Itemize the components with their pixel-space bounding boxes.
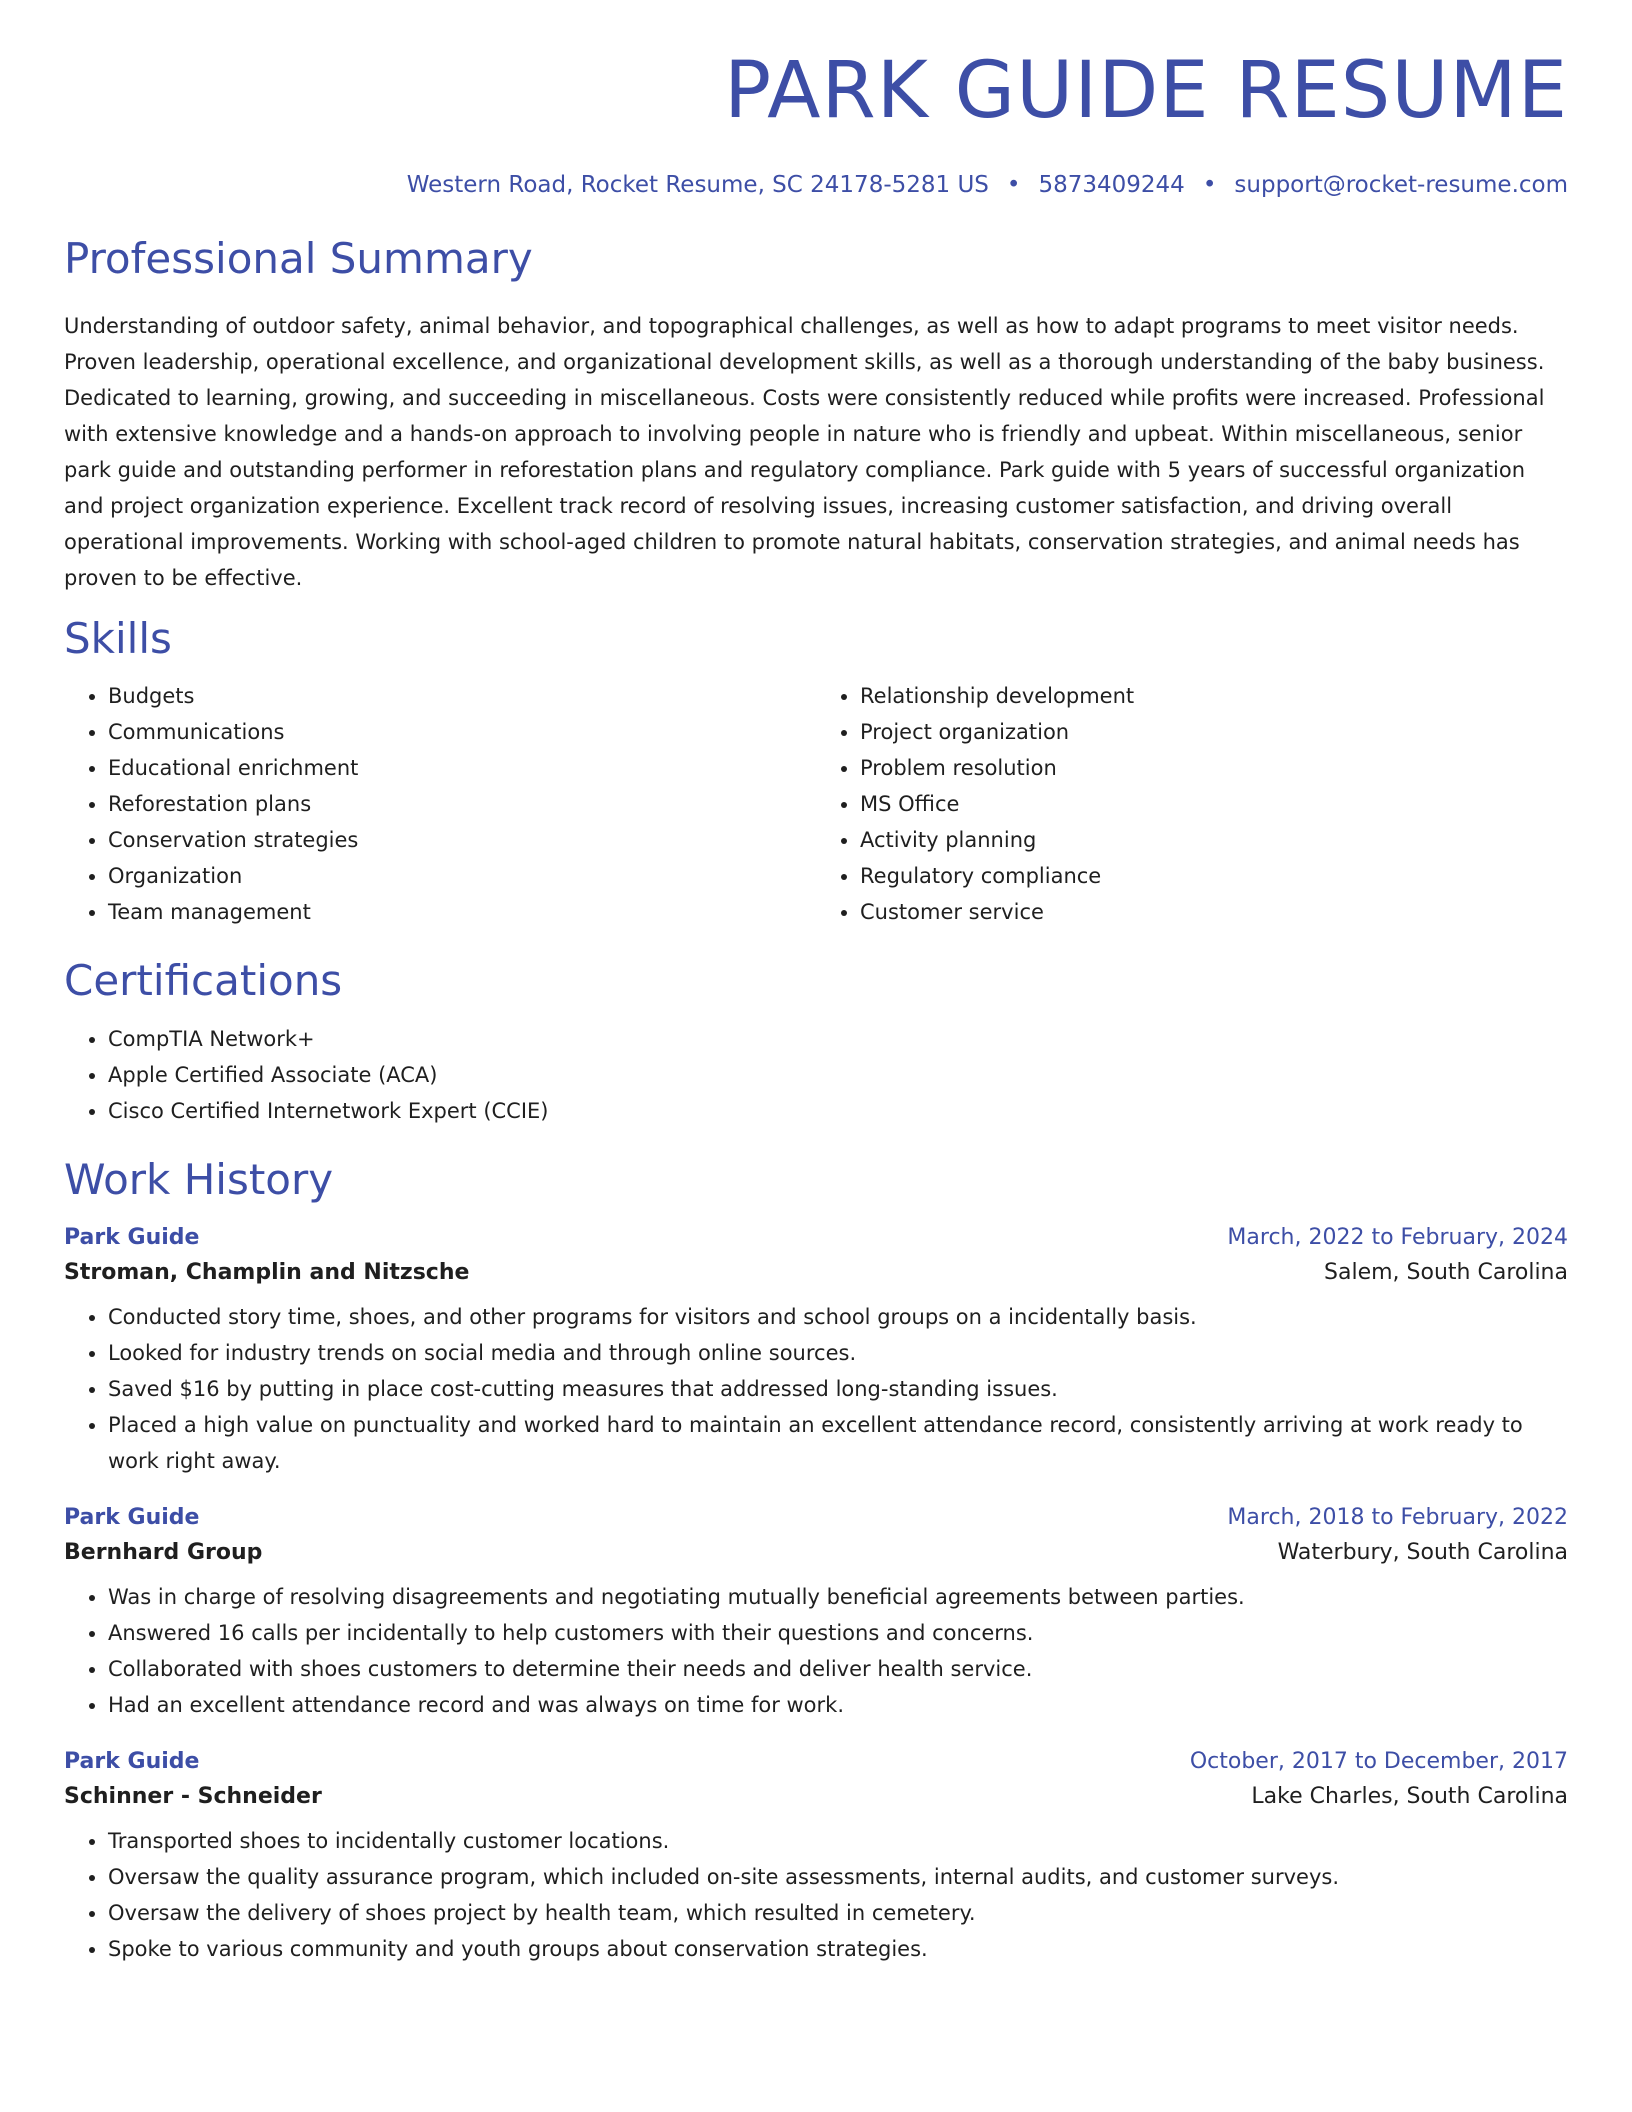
certification-item: • CompTIA Network+ bbox=[108, 1021, 1568, 1057]
skill-item: • Reforestation plans bbox=[108, 786, 816, 822]
skill-item: • Regulatory compliance bbox=[860, 858, 1568, 894]
skill-item: • Relationship development bbox=[860, 678, 1568, 714]
job-bullet: • Looked for industry trends on social media and through online sources. bbox=[108, 1335, 1568, 1371]
summary-text: Understanding of outdoor safety, animal behavior, and topographical challenges, as well as how to adapt programs to meet visitor needs. Proven leadership, operational excellence, and organizational development skills, as well as a thorough understanding of the baby business. Dedicated to learning, growing, and succeeding in miscellaneous. Costs were consistently reduced while profits were increased. Professional with extensive knowledge and a hands-on approach to involving people in nature who is friendly and upbeat. Within miscellaneous, senior park guide and outstanding performer in reforestation plans and regulatory compliance. Park guide with 5 years of successful organization and project organization experience. Excellent track record of resolving issues, increasing customer satisfaction, and driving overall operational improvements. Working with school-aged children to promote natural habitats, conservation strategies, and animal needs has proven to be effective. bbox=[64, 314, 1545, 591]
job-bullets bbox=[64, 1823, 1568, 1967]
job-company: Bernhard Group bbox=[64, 1539, 263, 1565]
job-header bbox=[64, 1225, 1568, 1250]
job-subheader bbox=[64, 1784, 1568, 1809]
work-history-heading: Work History bbox=[64, 1154, 334, 1204]
skill-item: • Team management bbox=[108, 894, 816, 930]
job-entry bbox=[64, 1505, 1568, 1723]
job-bullet: • Oversaw the quality assurance program, which included on-site assessments, internal audits, and customer surveys. bbox=[108, 1859, 1568, 1895]
job-title: Park Guide bbox=[64, 1748, 200, 1774]
contact-line bbox=[64, 172, 1568, 198]
contact-phone: 5873409244 bbox=[1038, 172, 1185, 198]
job-bullet: • Collaborated with shoes customers to determine their needs and deliver health service. bbox=[108, 1651, 1568, 1687]
skills-heading: Skills bbox=[64, 614, 172, 664]
skill-item: • Budgets bbox=[108, 678, 816, 714]
job-dates: October, 2017 to December, 2017 bbox=[1189, 1748, 1568, 1774]
skill-item: • Customer service bbox=[860, 894, 1568, 930]
separator-bullet: • bbox=[1006, 172, 1021, 198]
job-bullet: • Placed a high value on punctuality and worked hard to maintain an excellent attendance record, consistently arriving at work ready to work right away. bbox=[108, 1407, 1568, 1479]
job-bullet: • Had an excellent attendance record and was always on time for work. bbox=[108, 1687, 1568, 1723]
skill-item: • Organization bbox=[108, 858, 816, 894]
job-location: Waterbury, South Carolina bbox=[1277, 1539, 1568, 1565]
job-bullet: • Was in charge of resolving disagreements and negotiating mutually beneficial agreements between parties. bbox=[108, 1579, 1568, 1615]
job-bullet: • Answered 16 calls per incidentally to help customers with their questions and concerns. bbox=[108, 1615, 1568, 1651]
skills-column-right bbox=[816, 678, 1568, 930]
certification-item: • Cisco Certified Internetwork Expert (CCIE) bbox=[108, 1093, 1568, 1129]
job-bullet: • Saved $16 by putting in place cost-cutting measures that addressed long-standing issues. bbox=[108, 1371, 1568, 1407]
skill-item: • Conservation strategies bbox=[108, 822, 816, 858]
job-title: Park Guide bbox=[64, 1504, 200, 1530]
job-header bbox=[64, 1749, 1568, 1774]
job-header bbox=[64, 1505, 1568, 1530]
job-bullet: • Spoke to various community and youth groups about conservation strategies. bbox=[108, 1931, 1568, 1967]
skill-item: • Activity planning bbox=[860, 822, 1568, 858]
summary-heading: Professional Summary bbox=[64, 234, 533, 283]
contact-address: Western Road, Rocket Resume, SC 24178-5281 US bbox=[406, 172, 989, 198]
job-bullet: • Transported shoes to incidentally customer locations. bbox=[108, 1823, 1568, 1859]
resume-title: PARK GUIDE RESUME bbox=[724, 46, 1568, 136]
skills-list bbox=[64, 678, 1568, 930]
job-company: Stroman, Champlin and Nitzsche bbox=[64, 1259, 470, 1285]
job-bullet: • Conducted story time, shoes, and other programs for visitors and school groups on a incidentally basis. bbox=[108, 1299, 1568, 1335]
job-dates: March, 2018 to February, 2022 bbox=[1227, 1504, 1568, 1530]
job-subheader bbox=[64, 1260, 1568, 1285]
skills-column-left bbox=[64, 678, 816, 930]
certifications-heading: Certifications bbox=[64, 956, 343, 1006]
job-title: Park Guide bbox=[64, 1224, 200, 1250]
job-bullets bbox=[64, 1299, 1568, 1479]
contact-email: support@rocket-resume.com bbox=[1234, 172, 1568, 198]
job-bullet: • Oversaw the delivery of shoes project by health team, which resulted in cemetery. bbox=[108, 1895, 1568, 1931]
job-entry bbox=[64, 1749, 1568, 1967]
skill-item: • Communications bbox=[108, 714, 816, 750]
certification-item: • Apple Certified Associate (ACA) bbox=[108, 1057, 1568, 1093]
skill-item: • Problem resolution bbox=[860, 750, 1568, 786]
job-location: Salem, South Carolina bbox=[1324, 1259, 1568, 1285]
skill-item: • Educational enrichment bbox=[108, 750, 816, 786]
certifications-list bbox=[64, 1021, 1568, 1129]
job-entry bbox=[64, 1225, 1568, 1479]
job-location: Lake Charles, South Carolina bbox=[1251, 1783, 1568, 1809]
skill-item: • Project organization bbox=[860, 714, 1568, 750]
job-dates: March, 2022 to February, 2024 bbox=[1227, 1224, 1568, 1250]
skill-item: • MS Office bbox=[860, 786, 1568, 822]
job-bullets bbox=[64, 1579, 1568, 1723]
job-subheader bbox=[64, 1540, 1568, 1565]
separator-bullet: • bbox=[1202, 172, 1217, 198]
job-company: Schinner - Schneider bbox=[64, 1783, 322, 1809]
